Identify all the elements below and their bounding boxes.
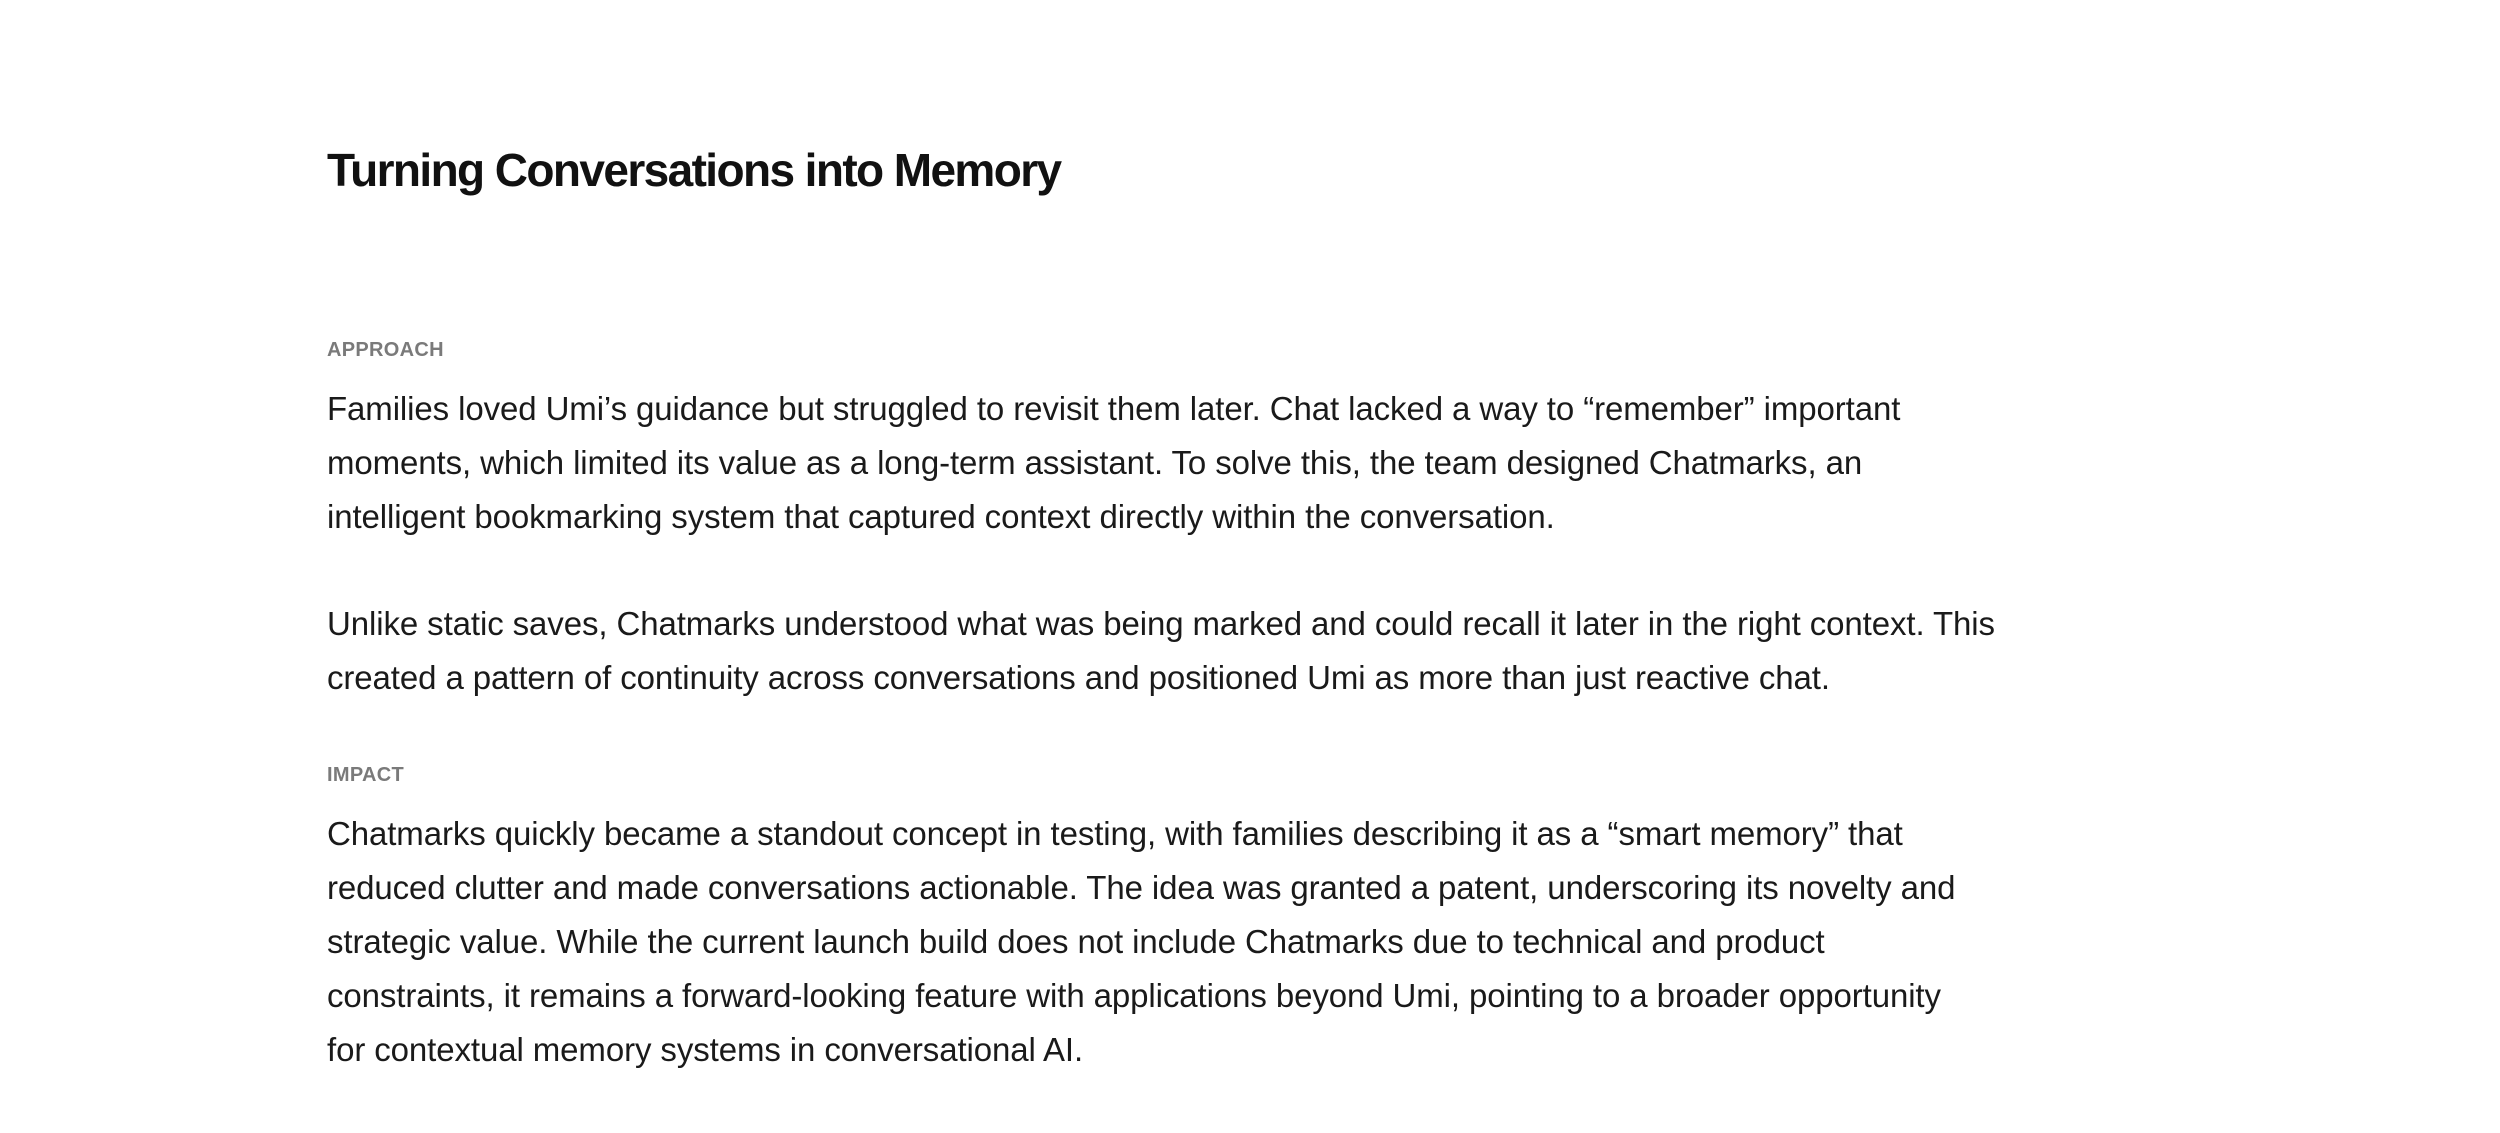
text-line: Chatmarks quickly became a standout concept in testing, with families describing it as a “smart memory” that bbox=[327, 815, 1903, 852]
impact-paragraph bbox=[327, 807, 1967, 1077]
section-label-impact: IMPACT bbox=[327, 764, 404, 786]
text-line: strategic value. While the current launch build does not include Chatmarks due to technical and product bbox=[327, 923, 1825, 960]
page-title: Turning Conversations into Memory bbox=[327, 144, 1061, 196]
text-line: intelligent bookmarking system that captured context directly within the conversation. bbox=[327, 498, 1555, 535]
section-label-approach: APPROACH bbox=[327, 339, 444, 361]
text-line: Families loved Umi’s guidance but struggled to revisit them later. Chat lacked a way to “remember” important bbox=[327, 390, 1901, 427]
text-line: constraints, it remains a forward-looking feature with applications beyond Umi, pointing to a broader opportunity bbox=[327, 977, 1941, 1014]
text-line: Unlike static saves, Chatmarks understood what was being marked and could recall it later in the right context. This bbox=[327, 605, 1995, 642]
approach-paragraph-1 bbox=[327, 382, 1967, 544]
approach-paragraph-2 bbox=[327, 597, 1995, 705]
text-line: created a pattern of continuity across conversations and positioned Umi as more than just reactive chat. bbox=[327, 659, 1830, 696]
text-line: for contextual memory systems in conversational AI. bbox=[327, 1031, 1084, 1068]
text-line: moments, which limited its value as a long-term assistant. To solve this, the team designed Chatmarks, an bbox=[327, 444, 1863, 481]
text-line: reduced clutter and made conversations actionable. The idea was granted a patent, underscoring its novelty and bbox=[327, 869, 1956, 906]
